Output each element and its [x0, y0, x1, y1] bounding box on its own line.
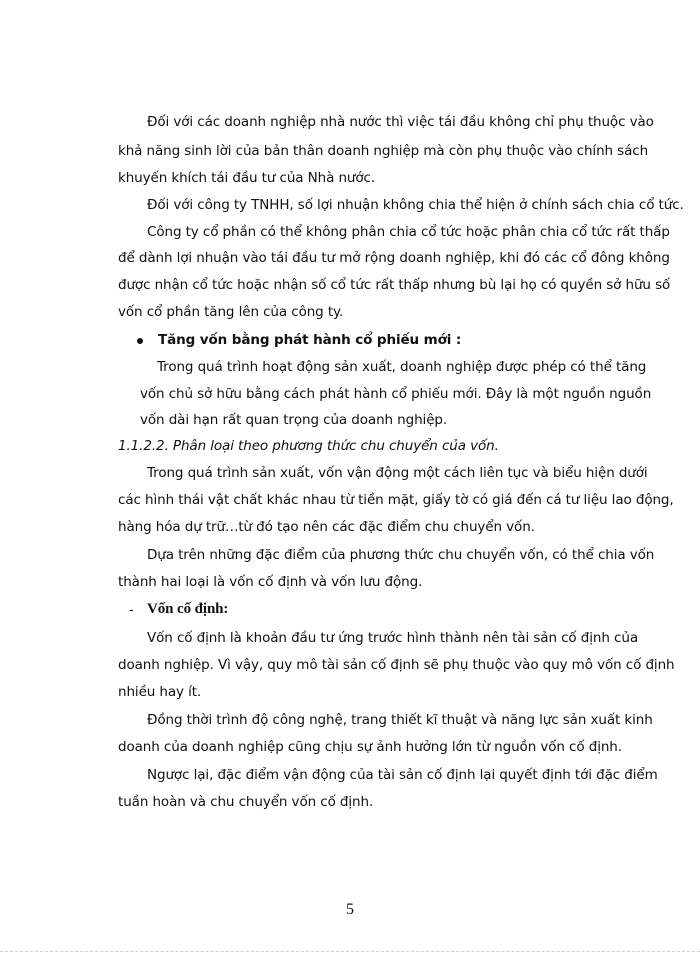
bullet-icon: [137, 338, 143, 344]
dash-marker: -: [129, 602, 134, 618]
paragraph-line: vốn cổ phần tăng lên của công ty.: [118, 304, 344, 320]
paragraph-line: vốn chủ sở hữu bằng cách phát hành cổ phiếu mới. Đây là một nguồn nguồn: [140, 386, 652, 402]
paragraph-line: các hình thái vật chất khác nhau từ tiền mặt, giấy tờ có giá đến cá tư liệu lao động,: [118, 492, 674, 508]
dash-heading: Vốn cố định:: [147, 601, 229, 617]
paragraph-line: Vốn cố định là khoản đầu tư ứng trước hình thành nên tài sản cố định của: [147, 630, 638, 646]
paragraph-line: khả năng sinh lời của bản thân doanh nghiệp mà còn phụ thuộc vào chính sách: [118, 143, 649, 159]
paragraph-line: Trong quá trình sản xuất, vốn vận động một cách liên tục và biểu hiện dưới: [147, 465, 648, 481]
paragraph-line: Đồng thời trình độ công nghệ, trang thiết kĩ thuật và năng lực sản xuất kinh: [147, 712, 653, 728]
paragraph-line: để dành lợi nhuận vào tái đầu tư mở rộng doanh nghiệp, khi đó các cổ đông không: [118, 250, 670, 266]
section-heading: 1.1.2.2. Phân loại theo phương thức chu chuyển của vốn.: [118, 438, 499, 454]
paragraph-line: Dựa trên những đặc điểm của phương thức chu chuyển vốn, có thể chia vốn: [147, 547, 655, 563]
page-number: 5: [346, 901, 354, 918]
bullet-heading: Tăng vốn bằng phát hành cổ phiếu mới :: [158, 332, 462, 348]
paragraph-line: tuần hoàn và chu chuyển vốn cố định.: [118, 794, 374, 810]
paragraph-line: nhiều hay ít.: [118, 684, 202, 700]
paragraph-line: doanh của doanh nghiệp cũng chịu sự ảnh hưởng lớn từ nguồn vốn cố định.: [118, 739, 622, 755]
paragraph-line: Công ty cổ phần có thể không phân chia cổ tức hoặc phân chia cổ tức rất thấp: [147, 224, 670, 240]
paragraph-line: hàng hóa dự trữ…từ đó tạo nên các đặc điểm chu chuyển vốn.: [118, 519, 535, 535]
paragraph-line: Trong quá trình hoạt động sản xuất, doanh nghiệp được phép có thể tăng: [157, 359, 647, 375]
paragraph-line: Đối với công ty TNHH, số lợi nhuận không chia thể hiện ở chính sách chia cổ tức.: [147, 197, 684, 213]
paragraph-line: vốn dài hạn rất quan trọng của doanh nghiệp.: [140, 412, 448, 428]
paragraph-line: doanh nghiệp. Vì vậy, quy mô tài sản cố định sẽ phụ thuộc vào quy mô vốn cố định: [118, 657, 675, 673]
paragraph-line: Ngược lại, đặc điểm vận động của tài sản cố định lại quyết định tới đặc điểm: [147, 767, 658, 783]
page-bottom-divider: [0, 951, 700, 952]
paragraph-line: Đối với các doanh nghiệp nhà nước thì việc tái đầu không chỉ phụ thuộc vào: [147, 114, 654, 130]
paragraph-line: được nhận cổ tức hoặc nhận số cổ tức rất thấp nhưng bù lại họ có quyền sở hữu số: [118, 277, 671, 293]
paragraph-line: thành hai loại là vốn cố định và vốn lưu động.: [118, 574, 423, 590]
paragraph-line: khuyến khích tái đầu tư của Nhà nước.: [118, 170, 376, 186]
